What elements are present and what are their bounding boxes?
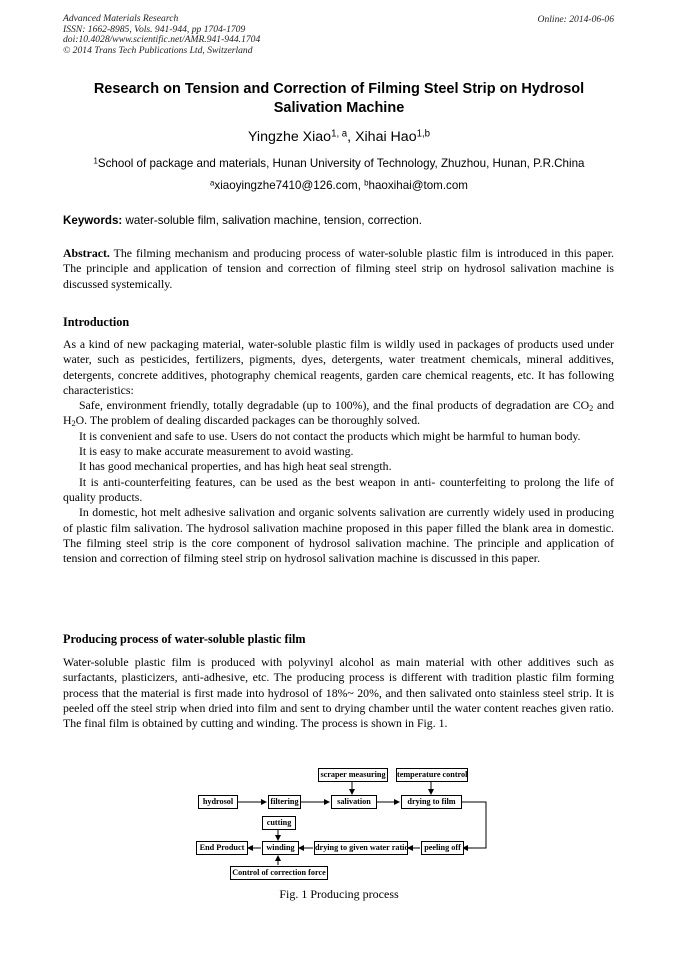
box-winding: winding <box>262 841 299 855</box>
intro-paragraph-1: As a kind of new packaging material, water-soluble plastic film is wildly used in packages of products used under water, such as pesticides, fertilizers, pigments, dyes, detergents, water treatment chemicals, mineral additives, detergents, concrete additives, photography chemical reagents, garden care chemical reagents, etc. It has following characteristics: <box>63 337 614 397</box>
box-hydrosol: hydrosol <box>198 795 238 809</box>
email-b-sup: b <box>364 178 369 188</box>
email-line <box>0 179 678 192</box>
abstract-text: The filming mechanism and producing process of water-soluble plastic film is introduced in this paper. The principle and application of tension and correction of filming steel strip on hydrosol salivation machine is discussed systemically. <box>63 246 614 291</box>
producing-paragraph-1: Water-soluble plastic film is produced with polyvinyl alcohol as main material with other additives such as surfactants, plasticizers, anti-adhesive, etc. The producing process is different with tradition plastic film forming process that the material is first made into hydrosol of 18%~ 20%, and then salivated onto stainless steel strip. It is peeled off the steel strip when dried into film and sent to drying chamber until the water content reaches given ratio. The final film is obtained by cutting and winding. The process is shown in Fig. 1. <box>63 655 614 731</box>
intro-heading: Introduction <box>63 315 130 329</box>
author-1-sup: 1, a <box>331 128 348 140</box>
online-date: Online: 2014-06-06 <box>537 14 614 25</box>
doi-line: doi:10.4028/www.scientific.net/AMR.941-944.1704 <box>63 34 261 46</box>
producing-body <box>63 655 614 731</box>
author-1: Yingzhe Xiao <box>247 129 332 145</box>
affiliation-sup: 1 <box>93 156 98 166</box>
box-drying-to-film: drying to film <box>401 795 462 809</box>
box-drying-water-ratio: drying to given water ratio <box>314 841 408 855</box>
keywords <box>63 214 422 227</box>
title-line-1: Research on Tension and Correction of Filming Steel Strip on Hydrosol <box>93 81 585 97</box>
journal-name: Advanced Materials Research <box>63 13 179 24</box>
box-end-product: End Product <box>196 841 248 855</box>
keywords-text: water-soluble film, salivation machine, tension, correction. <box>122 214 422 227</box>
affiliation-text: School of package and materials, Hunan University of Technology, Zhuzhou, Hunan, P.R.China <box>97 157 585 170</box>
box-temperature-control: temperature control <box>396 768 468 782</box>
author-2: Xihai Hao <box>355 129 417 145</box>
author-sep: , <box>347 129 356 145</box>
copyright-line: © 2014 Trans Tech Publications Ltd, Switzerland <box>63 44 253 56</box>
box-cutting: cutting <box>262 816 296 830</box>
running-header <box>63 14 260 56</box>
abstract-label: Abstract. <box>63 246 110 260</box>
box-salivation: salivation <box>331 795 377 809</box>
email-sep: , <box>357 179 365 192</box>
box-filtering: filtering <box>268 795 301 809</box>
intro-paragraph-3: It is convenient and safe to use. Users do not contact the products which might be harmful to human body. <box>79 428 581 443</box>
intro-paragraph-7: In domestic, hot melt adhesive salivation and organic solvents salivation are currently widely used in producing of plastic film salivation. The hydrosol salivation machine proposed in this paper filled the blank area in domestic. The filming steel strip is the core component of hydrosol salivation machine. The principle and application of tension and correction of filming steel strip on hydrosol salivation machine is discussed in this paper. <box>63 505 614 566</box>
author-2-sup: 1,b <box>416 128 430 140</box>
issn-line: ISSN: 1662-8985, Vols. 941-944, pp 1704-1709 <box>63 23 246 35</box>
author-line <box>0 129 678 145</box>
title-line-2: Salivation Machine <box>273 100 405 116</box>
box-peeling-off: peeling off <box>421 841 464 855</box>
producing-heading: Producing process of water-soluble plastic film <box>63 632 306 646</box>
box-correction-force: Control of correction force <box>230 866 328 880</box>
affiliation <box>0 157 678 170</box>
intro-paragraph-5: It has good mechanical properties, and has high heat seal strength. <box>79 459 392 474</box>
figure-caption: Fig. 1 Producing process <box>279 887 399 901</box>
keywords-label: Keywords: <box>63 214 123 227</box>
intro-paragraph-2: Safe, environment friendly, totally degradable (up to 100%), and the final products of degradation are $CO_2$ and $H_2O$. The problem of dealing discarded packages can be thoroughly solved. <box>63 398 614 429</box>
box-scraper-measuring: scraper measuring <box>318 768 388 782</box>
arrow-drying-peeling <box>461 802 486 848</box>
email-a: xiaoyingzhe7410@126.com <box>214 179 358 192</box>
intro-body <box>63 337 614 566</box>
abstract <box>63 246 614 292</box>
process-diagram <box>190 762 490 887</box>
intro-paragraph-4: It is easy to make accurate measurement to avoid wasting. <box>79 444 354 459</box>
paper-title <box>40 80 638 118</box>
intro-paragraph-6: It is anti-counterfeiting features, can be used as the best weapon in anti- counterfeiting to prolong the life of quality products. <box>63 474 614 504</box>
email-b: haoxihai@tom.com <box>368 179 468 192</box>
email-a-sup: a <box>210 178 215 188</box>
